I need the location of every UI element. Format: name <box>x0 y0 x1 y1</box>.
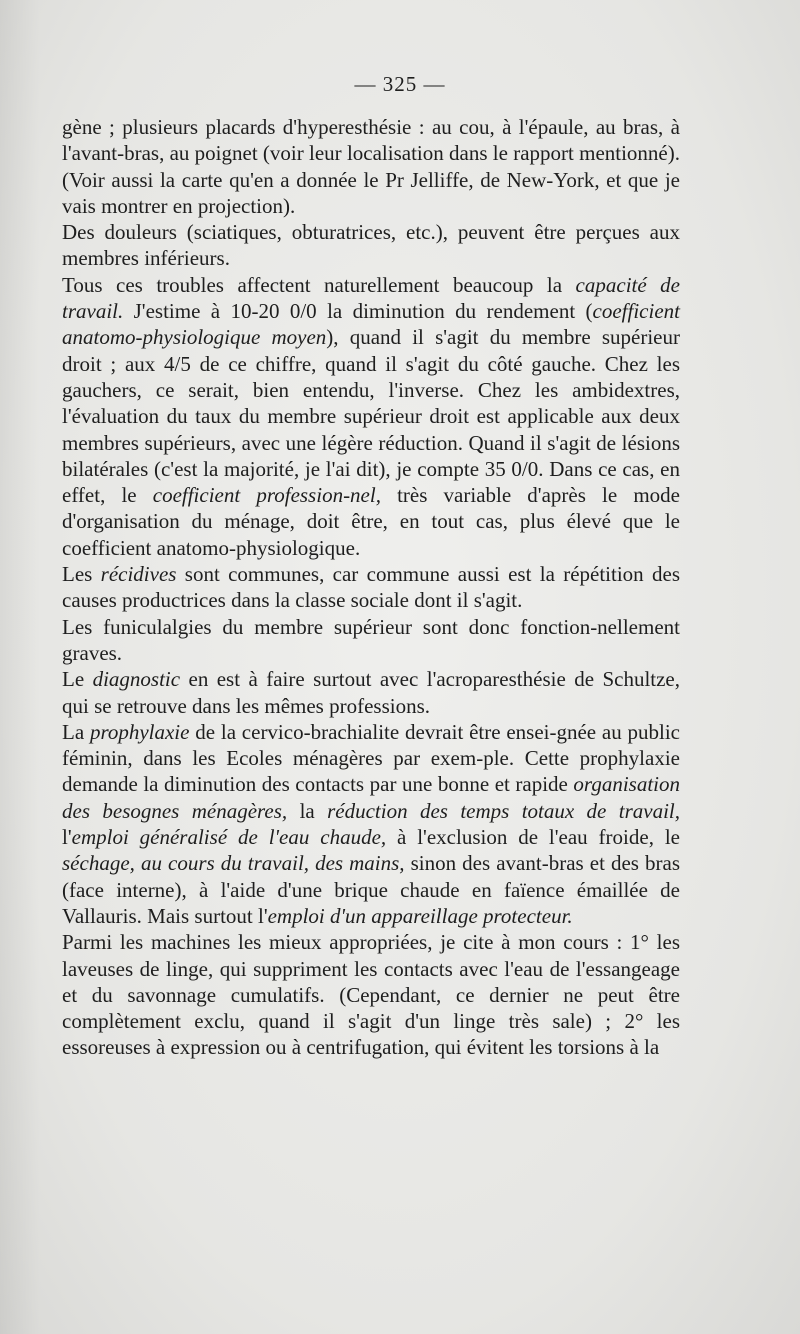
paragraph <box>62 666 680 719</box>
italic-phrase: capacité de travail. <box>62 272 680 324</box>
text-run: La <box>62 719 90 744</box>
italic-phrase: diagnostic <box>92 667 181 692</box>
page-number: — 325 — <box>354 72 446 96</box>
text-run: Des douleurs (sciatiques, obturatrices, etc.), peuvent être perçues aux membres inférieurs. <box>62 220 680 271</box>
text-run: sinon des avant-bras et des bras (face interne), à l'aide d'une brique chaude en faïence émaillée de Vallauris. Mais surtout l' <box>62 851 680 928</box>
italic-phrase: séchage, au cours du travail, des mains, <box>62 851 405 876</box>
page-edge-shadow <box>0 0 40 1334</box>
text-run: Parmi les machines les mieux appropriées, je cite à mon cours : 1° les laveuses de linge, qui suppriment les contacts avec l'eau de l'essangeage et du savonnage cumulatifs. (Cependant, ce dernier ne peut être complètement exclu, quand il s'agit d'un linge très sale) ; 2° les essoreuses à expression ou à centrifugation, qui évitent les torsions à la <box>62 930 680 1060</box>
text-run: gène ; plusieurs placards d'hyperesthésie : au cou, à l'épaule, au bras, à l'avant-bras, au poignet (voir leur localisation dans le rapport mentionné). (Voir aussi la carte qu'en a donnée le Pr Jelliffe, de New-York, et que je vais montrer en projection). <box>62 115 680 218</box>
text-run: Les funiculalgies du membre supérieur sont donc fonction-nellement graves. <box>62 614 680 665</box>
body-text <box>62 114 680 1061</box>
text-run: à l'exclusion de l'eau froide, le <box>386 825 680 850</box>
text-run: de la cervico-brachialite devrait être ensei-gnée au public féminin, dans les Ecoles ménagères par exem-ple. Cette prophylaxie demande la diminution des contacts par une bonne et rapide <box>62 719 680 797</box>
text-run: Tous ces troubles affectent naturellement beaucoup la <box>62 272 576 297</box>
paragraph <box>62 114 680 219</box>
italic-phrase: réduction des temps totaux de travail, <box>327 798 680 823</box>
paragraph <box>62 719 680 929</box>
paragraph <box>62 219 680 272</box>
text-run: en est à faire surtout avec l'acroparesthésie de Schultze, qui se retrouve dans les mêmes professions. <box>62 667 680 718</box>
italic-phrase: coefficient anatomo-physiologique moyen <box>62 299 680 350</box>
text-run: Le <box>62 667 93 692</box>
paragraph <box>62 272 680 561</box>
paragraph <box>62 929 680 1060</box>
italic-phrase: emploi généralisé de l'eau chaude, <box>71 825 387 850</box>
paragraph <box>62 561 680 614</box>
text-run: très variable d'après le mode d'organisation du ménage, doit être, en tout cas, plus élevé que le coefficient anatomo-physiologique. <box>62 483 680 560</box>
italic-phrase: coefficient profession-nel, <box>152 483 381 508</box>
text-run: sont communes, car commune aussi est la répétition des causes productrices dans la classe sociale dont il s'agit. <box>62 562 680 613</box>
paragraph <box>62 614 680 667</box>
text-run: la <box>287 798 328 823</box>
italic-phrase: prophylaxie <box>89 719 190 744</box>
text-run: l' <box>62 825 72 850</box>
text-run: J'estime à 10-20 0/0 la diminution du rendement ( <box>123 299 593 324</box>
italic-phrase: récidives <box>100 562 177 587</box>
text-run: ), quand il s'agit du membre supérieur droit ; aux 4/5 de ce chiffre, quand il s'agit du côté gauche. Chez les gauchers, ce serait, bien entendu, l'inverse. Chez les ambidextres, l'évaluation du taux du membre supérieur droit est applicable aux deux membres supérieurs, avec une légère réduction. Quand il s'agit de lésions bilatérales (c'est la majorité, je l'ai dit), je compte 35 0/0. Dans ce cas, en effet, le <box>62 325 680 508</box>
italic-phrase: emploi d'un appareillage protecteur. <box>267 903 573 928</box>
italic-phrase: organisation des besognes ménagères, <box>62 772 680 823</box>
text-run: Les <box>62 562 101 587</box>
